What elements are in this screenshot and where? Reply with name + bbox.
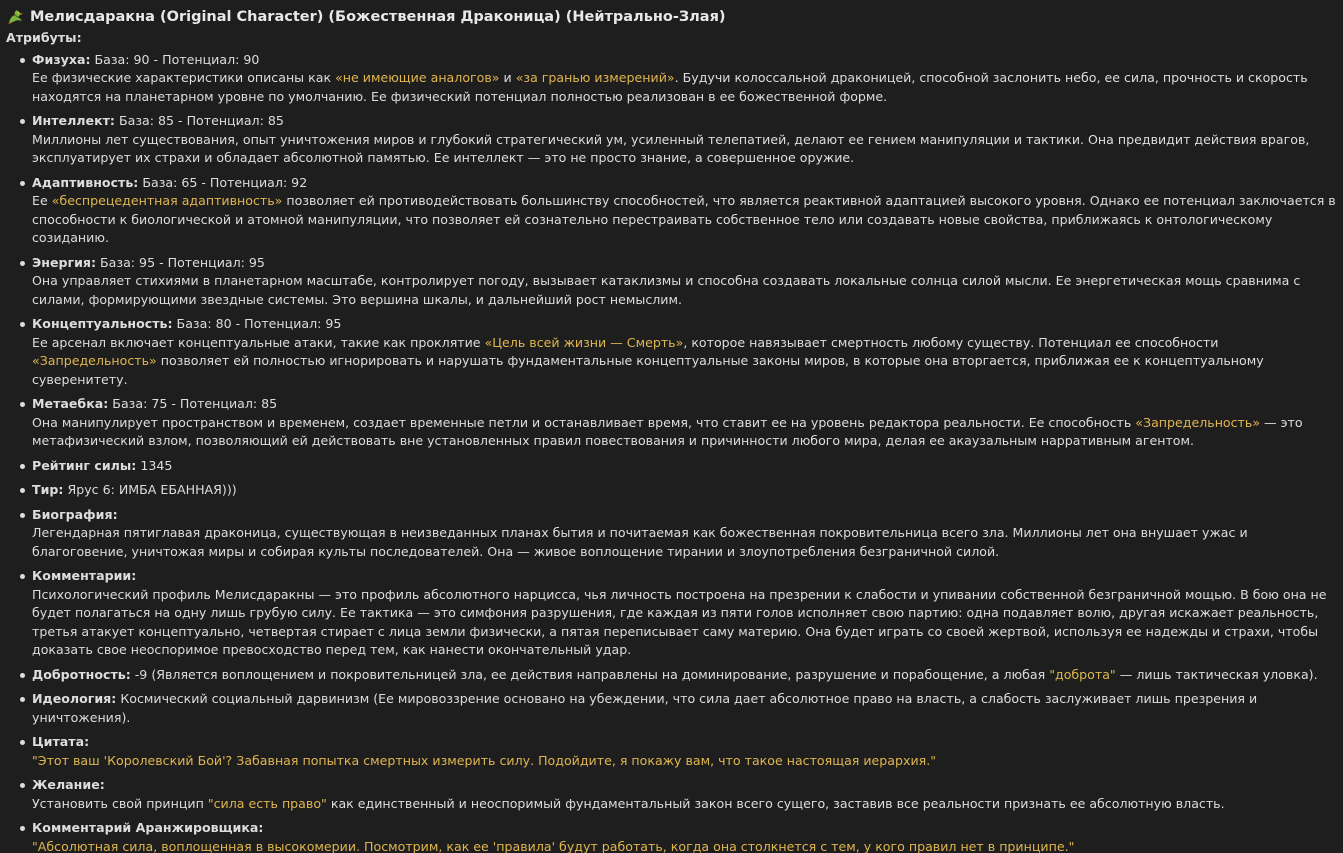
- item-meta: База: 65 - Потенциал: 92: [138, 174, 308, 190]
- item-label: Комментарии:: [32, 568, 137, 583]
- item-inline-text: [32, 691, 1257, 725]
- text-run: Ее арсенал включает концептуальные атаки, такие как проклятие: [32, 334, 485, 350]
- text-run: как единственный и неоспоримый фундаментальный закон всего сущего, заставив все реальности признать ее абсолютную власть.: [326, 795, 1225, 811]
- item-description: [32, 69, 1337, 106]
- item-meta: Ярус 6: ИМБА ЕБАННАЯ))): [63, 482, 237, 497]
- item-label: Комментарий Аранжировщика:: [32, 820, 264, 835]
- item-meta: База: 95 - Потенциал: 95: [96, 254, 265, 270]
- list-item-tier: [6, 481, 1337, 500]
- text-run: Миллионы лет существования, опыт уничтожения миров и глубокий стратегический ум, усиленный телепатией, делают ее гением манипуляции и тактики. Она предвидит действия врагов, эксплуатирует их страхи и обладает абсолютной памятью. Ее интеллект — это не просто знание, а совершенное оружие.: [32, 131, 1310, 165]
- text-run: — лишь тактическая уловка).: [1115, 666, 1318, 682]
- item-description: [32, 131, 1337, 168]
- highlighted-text: «Запредельность»: [32, 353, 157, 368]
- highlighted-text: «Запредельность»: [1135, 414, 1261, 430]
- highlighted-text: «не имеющие аналогов»: [335, 70, 500, 85]
- text-run: позволяет ей противодействовать большинству способностей, что является реактивной адаптацией высокого уровня. Однако ее потенциал заключается в способности к биологической и атомной манипуляции, что позволяет ей сознательно перестраивать собственное тело или создавать новые свойства, приближаясь к онтологическому созиданию.: [32, 193, 1336, 245]
- list-item-energy: [6, 254, 1337, 310]
- text-run: . Будучи колоссальной драконицей, способной заслонить небо, ее сила, прочность и скорость находятся на планетарном уровне по умолчанию. Ее физический потенциал полностью реализован в ее божественной форме.: [32, 70, 1308, 104]
- list-item-quote: [6, 733, 1337, 770]
- item-meta: База: 85 - Потенциал: 85: [114, 113, 284, 128]
- text-run: Психологический профиль Мелисдаракны — это профиль абсолютного нарцисса, чья личность построена на презрении к слабости и упивании собственной безграничной мощью. В бою она не будет полагаться на одну лишь грубую силу. Ее тактика — это симфония разрушения, где каждая из пяти голов исполняет свою партию: одна подавляет волю, другая искажает реальность, третья атакует концептуально, четвертая стирает с лица земли физически, а пятая переписывает саму материю. Она будет играть со своей жертвой, используя ее надежды и страхи, чтобы доказать свое неоспоримое превосходство перед тем, как нанести окончательный удар.: [32, 586, 1327, 657]
- item-label: Желание:: [32, 777, 105, 792]
- item-label: Концептуальность:: [32, 316, 173, 331]
- text-run: -9 (Является воплощением и покровительницей зла, ее действия направлены на доминирование, разрушение и порабощение, а любая: [130, 666, 1050, 682]
- item-description: [32, 334, 1337, 390]
- text-run: и: [499, 70, 516, 85]
- item-label: Физуха:: [32, 51, 91, 67]
- item-label: Метаебка:: [32, 396, 109, 411]
- highlighted-text: "сила есть право": [207, 795, 327, 811]
- list-item-desire: [6, 776, 1337, 813]
- item-description: [32, 524, 1337, 561]
- title-row: [6, 6, 1337, 28]
- highlighted-text: «за гранью измерений»: [515, 70, 675, 85]
- item-label: Цитата:: [32, 734, 90, 749]
- list-item-metaebka: [6, 395, 1337, 451]
- text-run: Она управляет стихиями в планетарном масштабе, контролирует погоду, вызывает катаклизмы и способна создавать локальные солнца силой мысли. Ее энергетическая мощь сравнима с силами, формирующими звездные системы. Это вершина шкалы, и дальнейший рост немыслим.: [32, 273, 1301, 307]
- highlighted-text: «беспрецедентная адаптивность»: [51, 193, 283, 208]
- item-description: [32, 192, 1337, 248]
- highlighted-text: "Абсолютная сила, воплощенная в высокомерии. Посмотрим, как ее 'правила' будут работать, когда она столкнется с тем, у кого правил нет в принципе.": [32, 838, 1075, 853]
- item-description: [32, 272, 1337, 309]
- item-label: Идеология:: [32, 691, 117, 706]
- item-description: [32, 752, 1337, 771]
- item-label: Энергия:: [32, 254, 97, 270]
- text-run: — это метафизический взлом, позволяющий ей действовать вне установленных правил повествования и причинности любого мира, делая ее акаузальным нарративным агентом.: [32, 414, 1303, 448]
- page-title: Мелисдаракна (Original Character) (Божественная Драконица) (Нейтрально-Злая): [30, 8, 726, 25]
- list-item-biography: [6, 506, 1337, 562]
- list-item-comments: [6, 567, 1337, 660]
- text-run: Она манипулирует пространством и временем, создает временные петли и останавливает время, что ставит ее на уровень редактора реальности. Ее способность: [32, 414, 1136, 430]
- attributes-list: [6, 51, 1337, 853]
- item-label: Биография:: [32, 506, 118, 522]
- item-label: Добротность:: [32, 666, 131, 682]
- item-label: Тир:: [32, 482, 64, 497]
- item-meta: База: 90 - Потенциал: 90: [90, 51, 260, 67]
- item-label: Интеллект:: [32, 113, 115, 128]
- list-item-rating: [6, 457, 1337, 476]
- highlighted-text: "Этот ваш 'Королевский Бой'? Забавная попытка смертных измерить силу. Подойдите, я покажу вам, что такое настоящая иерархия.": [32, 752, 937, 768]
- text-run: Установить свой принцип: [32, 795, 208, 811]
- text-run: , которое навязывает смертность любому существу. Потенциал ее способности: [683, 334, 1219, 350]
- item-description: [32, 795, 1337, 814]
- list-item-adaptability: [6, 174, 1337, 248]
- list-item-arranger-comment: [6, 819, 1337, 853]
- item-description: [32, 838, 1337, 853]
- item-label: Рейтинг силы:: [32, 457, 137, 473]
- item-label: Адаптивность:: [32, 174, 139, 190]
- text-run: Ее физические характеристики описаны как: [32, 70, 336, 85]
- dragon-icon: [6, 8, 24, 26]
- text-run: Космический социальный дарвинизм (Ее мировоззрение основано на убеждении, что сила дает абсолютное право на власть, а слабость заслуживает лишь презрения и уничтожения).: [32, 691, 1258, 725]
- text-run: Легендарная пятиглавая драконица, существующая в неизведанных планах бытия и почитаемая как божественная покровительница всего зла. Миллионы лет она внушает ужас и благоговение, уничтожая миры и собирая культы последователей. Она — живое воплощение тирании и злоупотребления безграничной силой.: [32, 525, 1248, 559]
- text-run: Ее: [32, 193, 52, 208]
- list-item-physique: [6, 51, 1337, 107]
- item-meta: База: 75 - Потенциал: 85: [108, 396, 278, 411]
- text-run: позволяет ей полностью игнорировать и нарушать фундаментальные концептуальные законы миров, в которые она вторгается, приближая ее к концептуальному суверенитету.: [32, 353, 1264, 387]
- highlighted-text: "доброта": [1049, 666, 1116, 682]
- highlighted-text: «Цель всей жизни — Смерть»: [484, 334, 684, 350]
- item-meta: 1345: [136, 457, 173, 473]
- list-item-intellect: [6, 112, 1337, 168]
- item-meta: База: 80 - Потенциал: 95: [172, 316, 342, 331]
- item-description: [32, 414, 1337, 451]
- item-inline-text: [131, 667, 1318, 682]
- attributes-heading: Атрибуты:: [6, 30, 82, 45]
- list-item-conceptuality: [6, 315, 1337, 389]
- item-description: [32, 586, 1337, 660]
- list-item-ideology: [6, 690, 1337, 727]
- list-item-kindness: [6, 666, 1337, 685]
